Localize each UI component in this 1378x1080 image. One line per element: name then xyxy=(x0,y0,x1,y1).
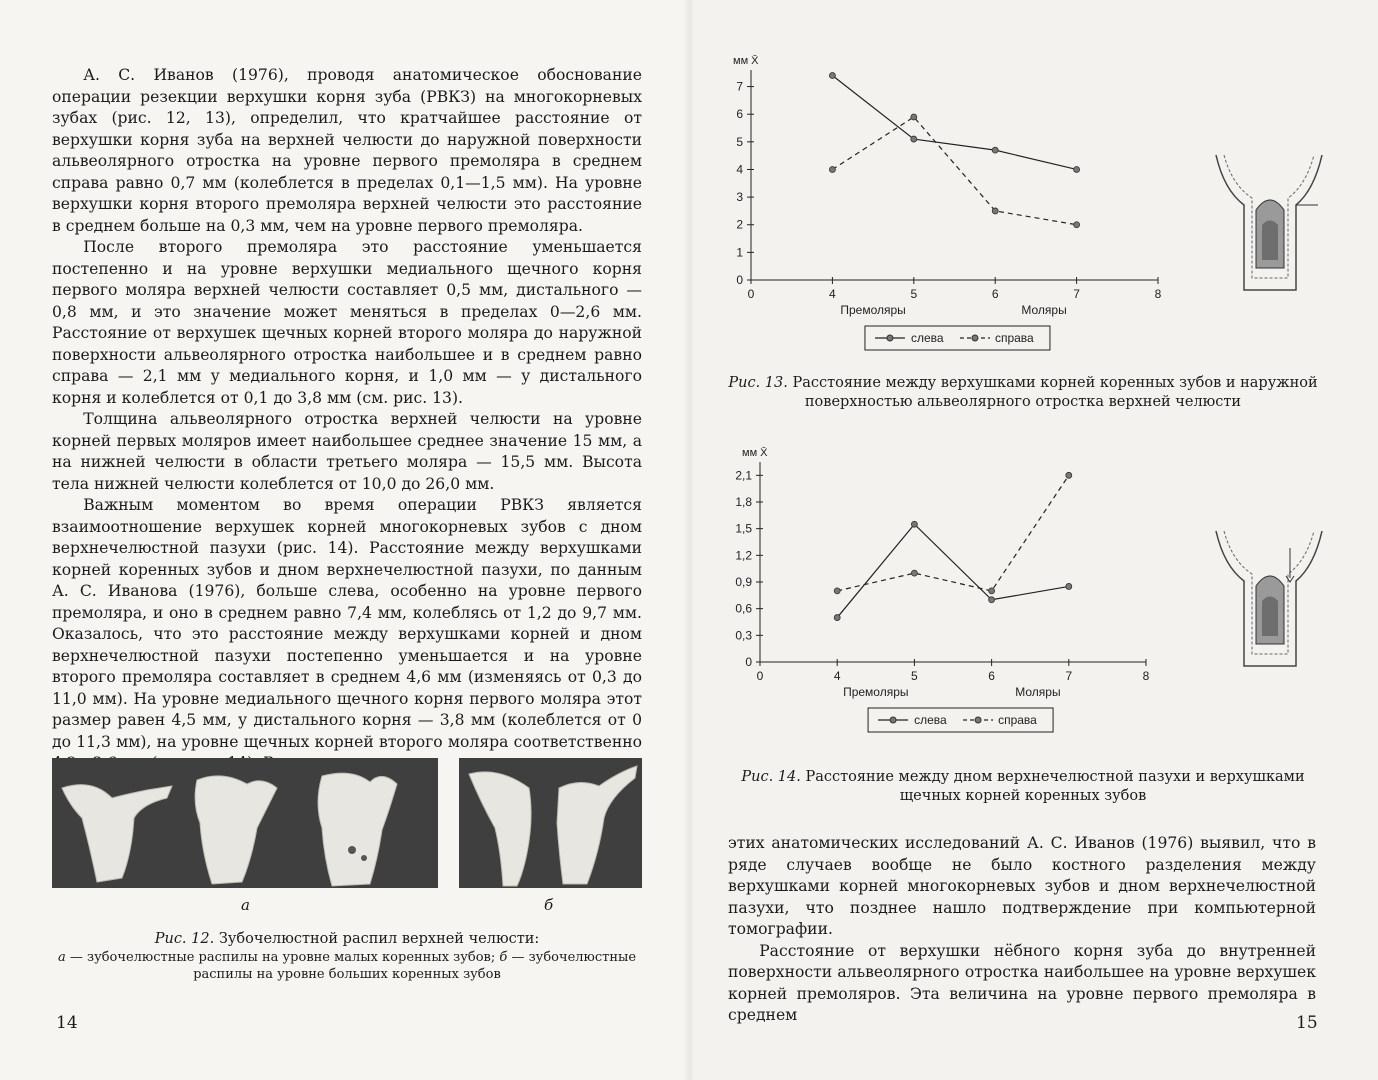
x-tick-label: 6 xyxy=(991,287,999,301)
paragraph: Расстояние от верхушки нёбного корня зуба до внутренней поверхности альвеолярного отростка наибольшее на уровне верхушек корней премоляров. Эта величина на уровне первого премоляра в среднем xyxy=(728,941,1316,1024)
x-tick-label: 6 xyxy=(988,669,995,683)
data-point xyxy=(1074,222,1080,228)
x-tick-label: 8 xyxy=(1154,287,1162,301)
jaw-section-photo-a xyxy=(52,758,438,888)
x-group-label-premolars: Премоляры xyxy=(840,303,906,317)
figure-number: Рис. 12. xyxy=(154,931,215,947)
chart-fig14 xyxy=(720,430,1180,750)
legend-marker-right xyxy=(972,335,978,341)
x-tick-label: 5 xyxy=(911,669,918,683)
chart-fig13 xyxy=(720,50,1180,360)
data-point xyxy=(834,615,840,621)
legend-label-left: слева xyxy=(910,331,944,345)
legend-marker-left xyxy=(887,335,893,341)
page-number-left: 14 xyxy=(56,1013,78,1033)
x-tick-label: 0 xyxy=(756,669,764,683)
legend-label-right: справа xyxy=(994,331,1034,345)
y-tick-label: 5 xyxy=(736,134,743,149)
data-point xyxy=(1074,166,1080,172)
data-point xyxy=(829,166,835,172)
tooth-diagram-icon xyxy=(1214,150,1324,300)
figure-12-caption xyxy=(52,930,642,983)
series-line-left xyxy=(837,524,1069,617)
paragraph: После второго премоляра это расстояние уменьшается постепенно и на уровне верхушки медиального щечного корня первого моляра верхней челюсти составляет 0,5 мм, дистального — 0,8 мм, и это значение может меняться в пределах 0—2,6 мм. Расстояние от верхушек щечных корней второго моляра до наружной поверхности альвеолярного отростка наибольшее и в среднем равно справа — 2,1 мм у медиального корня, и 1,0 мм — у дистального корня и колеблется от 0,1 до 3,8 мм (см. рис. 13). xyxy=(52,238,642,407)
y-tick-label: 1,2 xyxy=(735,548,752,563)
left-body-text xyxy=(52,65,642,775)
y-tick-label: 4 xyxy=(736,162,743,177)
legend-label-left: слева xyxy=(914,713,947,727)
x-tick-label: 4 xyxy=(829,287,836,301)
legend-marker-right xyxy=(975,717,981,723)
data-point xyxy=(834,588,840,594)
paragraph: Толщина альвеолярного отростка верхней челюсти на уровне корней первых моляров имеет наибольшее среднее значение 15 мм, а на нижней челюсти в области третьего моляра — 15,5 мм. Высота тела нижней челюсти колеблется от 10,0 до 26,0 мм. xyxy=(52,410,642,493)
legend-label-right: справа xyxy=(998,713,1037,727)
y-tick-label: 1 xyxy=(736,245,743,260)
x-tick-label: 0 xyxy=(747,287,755,301)
desc-b: — зубочелюстные распилы на уровне больших коренных зубов xyxy=(193,950,637,982)
figure-caption-text: Расстояние между верхушками корней коренных зубов и наружной поверхностью альвеолярного отростка верхней челюсти xyxy=(792,375,1318,410)
data-point xyxy=(911,136,917,142)
paragraph: этих анатомических исследований А. С. Иванов (1976) выявил, что в ряде случаев вообще не было костного разделения между верхушками корней многокорневых зубов и дном верхнечелюстной пазухи, что позднее нашло подтверждение при компьютерной томографии. xyxy=(728,834,1316,938)
x-tick-label: 7 xyxy=(1073,287,1080,301)
x-tick-label: 5 xyxy=(910,287,918,301)
series-line-right xyxy=(832,117,1076,225)
x-tick-label: 4 xyxy=(833,669,841,683)
y-tick-label: 0 xyxy=(745,655,752,669)
y-tick-label: 2,1 xyxy=(735,468,752,483)
jaw-section-photo-b xyxy=(459,758,642,888)
x-group-label-molars: Моляры xyxy=(1021,303,1067,317)
data-point xyxy=(1066,472,1072,478)
data-point xyxy=(989,597,995,603)
desc-letter-a: а xyxy=(57,950,66,965)
legend-marker-left xyxy=(890,717,896,723)
photo-label-b: б xyxy=(544,896,554,914)
data-point xyxy=(911,570,917,576)
paragraph: А. С. Иванов (1976), проводя анатомическое обоснование операции резекции верхушки корня зуба (РВКЗ) на многокорневых зубах (рис. 12, 13), определил, что кратчайшее расстояние от верхушки корня зуба на верхней челюсти до наружной поверхности альвеолярного отростка на уровне первого премоляра в среднем справа равно 0,7 мм (колеблется в пределах 0,1—1,5 мм). На уровне верхушки корня второго премоляра верхней челюсти это расстояние в среднем больше на 0,3 мм, чем на уровне первого премоляра. xyxy=(52,66,642,235)
y-tick-label: 7 xyxy=(736,79,743,94)
figure-caption-text: Расстояние между дном верхнечелюстной пазухи и верхушками щечных корней коренных зубов xyxy=(805,769,1305,804)
data-point xyxy=(911,521,917,527)
right-body-text xyxy=(728,833,1316,1027)
data-point xyxy=(829,73,835,79)
y-axis-label: мм X̄ xyxy=(742,447,768,459)
data-point xyxy=(1066,583,1072,589)
series-line-left xyxy=(832,76,1076,170)
x-group-label-premolars: Премоляры xyxy=(843,685,909,699)
book-spine xyxy=(683,0,695,1080)
figure-13-caption xyxy=(728,374,1318,412)
data-point xyxy=(911,114,917,120)
paragraph: Важным моментом во время операции РВКЗ является взаимоотношение верхушек корней многокорневых зубов с дном верхнечелюстной пазухи (рис. 14). Расстояние между верхушками корней коренных зубов и дном верхнечелюстной пазухи, по данным А. С. Иванова (1976), больше слева, особенно на уровне первого премоляра, и оно в среднем равно 7,4 мм, колеблясь от 1,2 до 9,7 мм. Оказалось, что это расстояние между верхушками корней и дном верхнечелюстной пазухи постепенно уменьшается и на уровне второго премоляра составляет в среднем 4,6 мм (изменяясь от 0,3 до 11,0 мм). На уровне медиального щечного корня первого моляра этот размер равен 4,5 мм, у дистального корня — 3,8 мм (колеблется от 0 до 11,3 мм), на уровне щечных корней второго моляра соответственно xyxy=(52,496,642,751)
y-tick-label: 1,5 xyxy=(735,521,752,536)
figure-title: Зубочелюстной распил верхней челюсти: xyxy=(218,931,540,947)
figure-number: Рис. 14. xyxy=(741,769,801,785)
data-point xyxy=(992,208,998,214)
page-number-right: 15 xyxy=(1296,1013,1318,1033)
desc-a: — зубочелюстные распилы на уровне малых коренных зубов; xyxy=(65,950,500,965)
data-point xyxy=(992,147,998,153)
y-tick-label: 2 xyxy=(736,217,743,232)
y-tick-label: 3 xyxy=(736,190,743,205)
tooth-diagram-icon xyxy=(1214,526,1324,676)
y-tick-label: 6 xyxy=(736,107,743,122)
photo-label-a: а xyxy=(241,896,250,914)
desc-letter-b: б xyxy=(499,950,508,965)
y-tick-label: 1,8 xyxy=(735,495,752,509)
series-line-right xyxy=(837,475,1069,591)
figure-14-caption xyxy=(728,768,1318,806)
x-tick-label: 7 xyxy=(1065,669,1073,683)
y-axis-label: мм X̄ xyxy=(733,55,759,67)
x-group-label-molars: Моляры xyxy=(1015,685,1061,699)
figure-number: Рис. 13. xyxy=(728,375,788,391)
y-tick-label: 0 xyxy=(736,273,743,287)
y-tick-label: 0,6 xyxy=(735,601,752,616)
y-tick-label: 0,3 xyxy=(735,628,752,643)
data-point xyxy=(989,588,995,594)
x-tick-label: 8 xyxy=(1142,669,1150,683)
y-tick-label: 0,9 xyxy=(735,575,752,589)
